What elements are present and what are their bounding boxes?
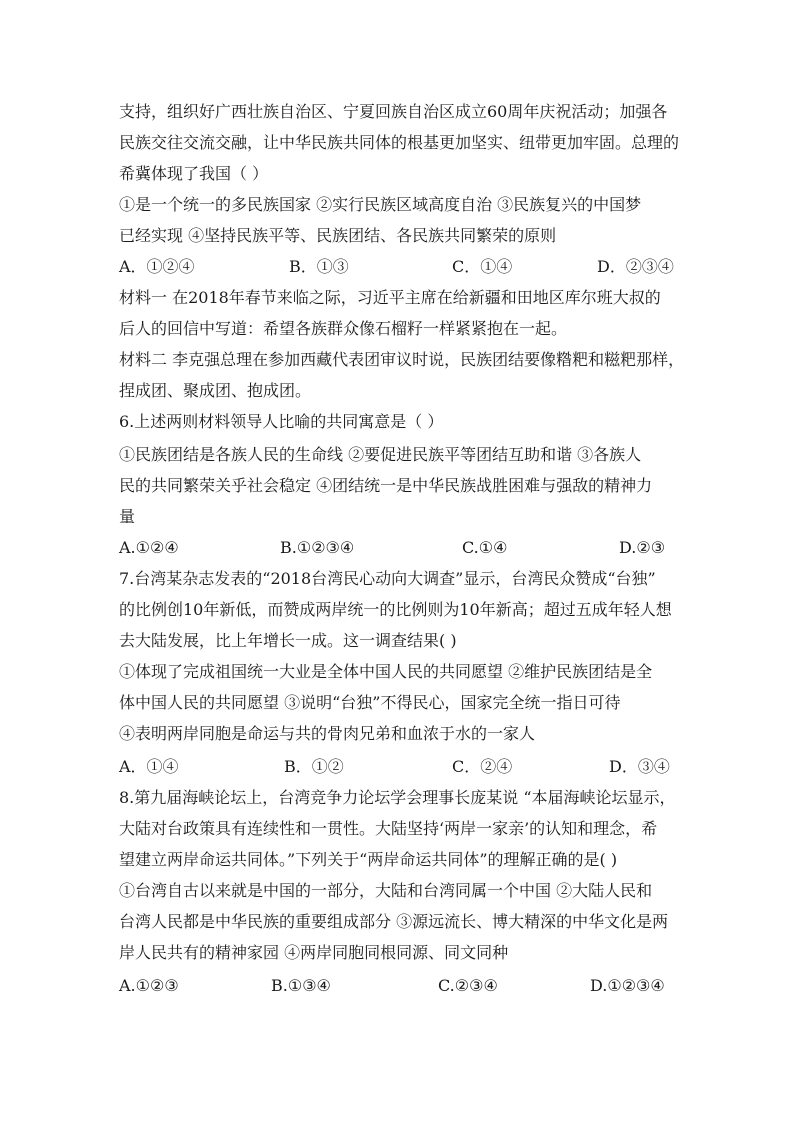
option-a[interactable]: A．①④ xyxy=(119,757,179,776)
text-line: ①体现了完成祖国统一大业是全体中国人民的共同愿望 ②维护民族团结是全 xyxy=(119,662,653,681)
option-d[interactable]: D.①②③④ xyxy=(590,976,665,995)
option-a[interactable]: A.①②③ xyxy=(119,976,179,995)
option-d[interactable]: D．③④ xyxy=(609,757,670,776)
text-line: 民族交往交流交融，让中华民族共同体的根基更加坚实、纽带更加牢固。总理的 xyxy=(119,133,680,152)
text-line: 台湾人民都是中华民族的重要组成部分 ③源远流长、博大精深的中华文化是两 xyxy=(119,912,669,931)
text-line: 望建立两岸命运共同体。”下列关于“两岸命运共同体”的理解正确的是( ) xyxy=(119,850,618,869)
text-line: 岸人民共有的精神家园 ④两岸同胞同根同源、同文同种 xyxy=(119,943,509,962)
text-line: 民的共同繁荣关乎社会稳定 ④团结统一是中华民族战胜困难与强敌的精神力 xyxy=(119,476,653,495)
option-c[interactable]: C.②③④ xyxy=(438,976,498,995)
text-line: 后人的回信中写道：希望各族群众像石榴籽一样紧紧抱在一起。 xyxy=(119,319,568,338)
text-line: 的比例创10年新低，而赞成两岸统一的比例则为10年新高；超过五成年轻人想 xyxy=(119,600,672,619)
text-line: 希冀体现了我国（ ） xyxy=(119,164,269,183)
text-line: 材料二 李克强总理在参加西藏代表团审议时说，民族团结要像糌粑和糍粑那样， xyxy=(119,350,685,369)
text-line: 量 xyxy=(119,507,136,526)
text-line: 捏成团、聚成团、抱成团。 xyxy=(119,381,312,400)
option-d[interactable]: D．②③④ xyxy=(597,257,674,276)
text-line: 已经实现 ④坚持民族平等、民族团结、各民族共同繁荣的原则 xyxy=(119,226,557,245)
options-row-q7 xyxy=(119,757,679,777)
text-line: ④表明两岸同胞是命运与共的骨肉兄弟和血浓于水的一家人 xyxy=(119,724,536,743)
option-b[interactable]: B．①② xyxy=(284,757,344,776)
option-b[interactable]: B.①③④ xyxy=(271,976,331,995)
options-row-q5 xyxy=(119,257,679,277)
option-c[interactable]: C．②④ xyxy=(452,757,513,776)
question-6: 6.上述两则材料领导人比喻的共同寓意是（ ） xyxy=(119,412,444,431)
text-line: ①台湾自古以来就是中国的一部分，大陆和台湾同属一个中国 ②大陆人民和 xyxy=(119,881,653,900)
text-line: ①是一个统一的多民族国家 ②实行民族区域高度自治 ③民族复兴的中国梦 xyxy=(119,195,642,214)
option-c[interactable]: C．①④ xyxy=(452,257,513,276)
text-line: 体中国人民的共同愿望 ③说明“台独”不得民心，国家完全统一指日可待 xyxy=(119,693,621,712)
text-line: ①民族团结是各族人民的生命线 ②要促进民族平等团结互助和谐 ③各族人 xyxy=(119,445,642,464)
options-row-q6 xyxy=(119,538,679,558)
text-line: 材料一 在2018年春节来临之际，习近平主席在给新疆和田地区库尔班大叔的 xyxy=(119,288,661,307)
option-d[interactable]: D.②③ xyxy=(619,538,666,557)
option-c[interactable]: C.①④ xyxy=(462,538,508,557)
question-8: 8.第九届海峡论坛上，台湾竞争力论坛学会理事长庞某说 “本届海峡论坛显示， xyxy=(119,788,676,807)
options-row-q8 xyxy=(119,976,679,996)
question-7: 7.台湾某杂志发表的“2018台湾民心动向大调查”显示，台湾民众赞成“台独” xyxy=(119,569,656,588)
option-b[interactable]: B.①②③④ xyxy=(280,538,355,557)
text-line: 支持，组织好广西壮族自治区、宁夏回族自治区成立60周年庆祝活动；加强各 xyxy=(119,102,668,121)
option-a[interactable]: A．①②④ xyxy=(119,257,195,276)
option-b[interactable]: B．①③ xyxy=(289,257,349,276)
text-line: 去大陆发展，比上年增长一成。这一调查结果( ) xyxy=(119,631,457,650)
text-line: 大陆对台政策具有连续性和一贯性。大陆坚持‘两岸一家亲’的认知和理念，希 xyxy=(119,819,658,838)
option-a[interactable]: A.①②④ xyxy=(119,538,179,557)
